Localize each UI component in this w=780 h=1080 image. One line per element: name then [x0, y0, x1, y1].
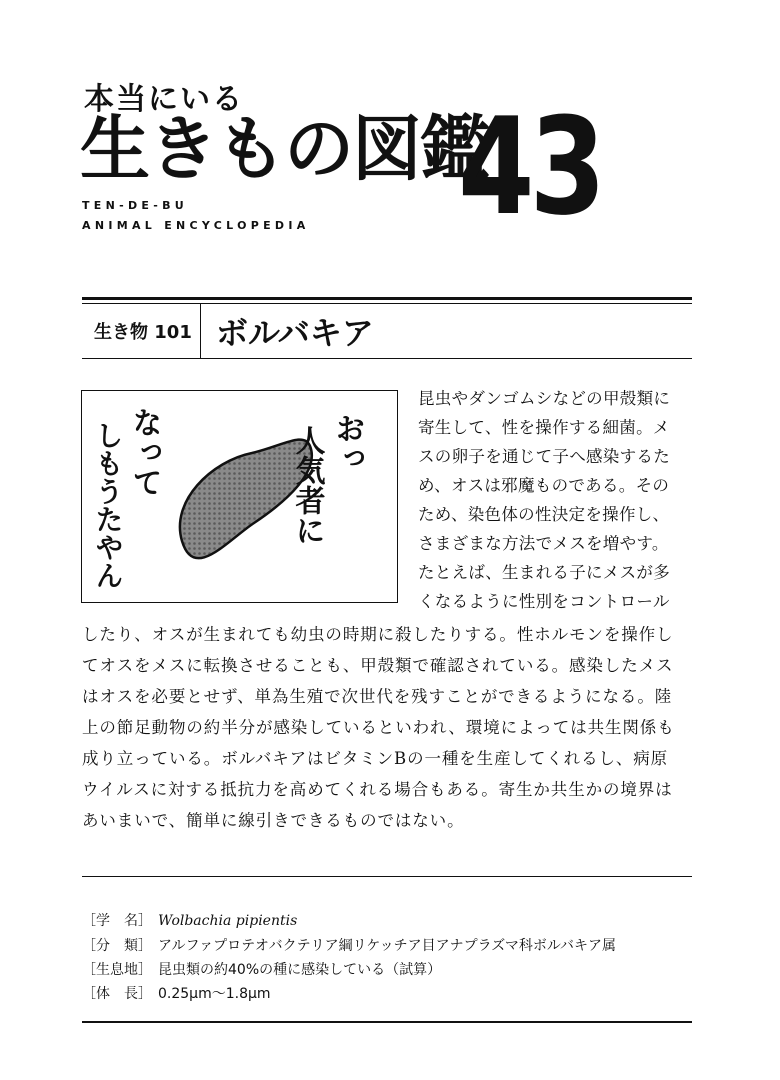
scientific-name-value: Wolbachia pipientis	[158, 913, 298, 929]
body-line: め、オスは邪魔ものである。その	[418, 476, 670, 495]
body-line: ため、染色体の性決定を操作し、	[418, 505, 670, 524]
entry-name: ボルバキア	[216, 314, 374, 352]
info-rule-bottom	[82, 1021, 692, 1023]
body-line: 寄生して、性を操作する細菌。メ	[418, 418, 670, 437]
info-label: ［分 類］	[82, 938, 152, 954]
book-title: 生きもの図鑑	[80, 107, 488, 190]
habitat-value: 昆虫類の約40%の種に感染している（試算）	[158, 962, 442, 978]
heading-rule-thin	[82, 303, 692, 304]
info-body-length	[82, 987, 271, 1001]
body-length-value: 0.25μm〜1.8μm	[158, 986, 271, 1002]
wolbachia-illustration	[82, 391, 396, 601]
body-line: ウイルスに対する抵抗力を高めてくれる場合もある。寄生か共生かの境界は	[82, 780, 673, 799]
subtitle-english: ANIMAL ENCYCLOPEDIA	[82, 219, 310, 232]
body-line: 上の節足動物の約半分が感染しているといわれ、環境によっては共生関係も	[82, 718, 675, 737]
info-label: ［学 名］	[82, 913, 152, 929]
info-habitat	[82, 963, 441, 977]
classification-value: アルファプロテオバクテリア綱リケッチア目アナプラズマ科ボルバキア属	[158, 938, 616, 954]
body-line: てオスをメスに転換させることも、甲殻類で確認されている。感染したメス	[82, 656, 674, 675]
caption-right-line2: 人気者に	[289, 425, 325, 545]
info-label: ［体 長］	[82, 986, 152, 1002]
body-line: あいまいで、簡単に線引きできるものではない。	[82, 811, 465, 830]
body-line: 成り立っている。ボルバキアはビタミンBの一種を生産してくれるし、病原	[82, 749, 669, 768]
illustration-panel	[81, 390, 398, 603]
info-rule-top	[82, 876, 692, 877]
body-line: はオスを必要とせず、単為生殖で次世代を残すことができるようになる。陸	[82, 687, 673, 706]
subtitle-romaji: TEN-DE-BU	[82, 199, 189, 212]
heading-divider	[200, 304, 201, 358]
heading-rule-bottom	[82, 358, 692, 359]
info-classification	[82, 939, 616, 953]
volume-number: 43	[458, 89, 602, 245]
series-label: 本当にいる	[84, 82, 244, 117]
body-line: 昆虫やダンゴムシなどの甲殻類に	[418, 389, 671, 408]
body-line: したり、オスが生まれても幼虫の時期に殺したりする。性ホルモンを操作し	[82, 625, 674, 644]
info-scientific-name	[82, 914, 297, 928]
caption-right-line1: おっ	[329, 413, 365, 473]
heading-rule-thick	[82, 297, 692, 300]
entry-number-label: 生き物 101	[94, 322, 192, 343]
caption-left-line1: なって	[126, 407, 162, 497]
info-label: ［生息地］	[82, 962, 152, 978]
body-line: くなるように性別をコントロール	[418, 592, 670, 611]
body-line: さまざまな方法でメスを増やす。	[418, 534, 669, 553]
caption-left-line2: しもうたやん	[91, 421, 125, 589]
body-line: たとえば、生まれる子にメスが多	[418, 563, 670, 582]
body-line: スの卵子を通じて子へ感染するた	[418, 447, 670, 466]
